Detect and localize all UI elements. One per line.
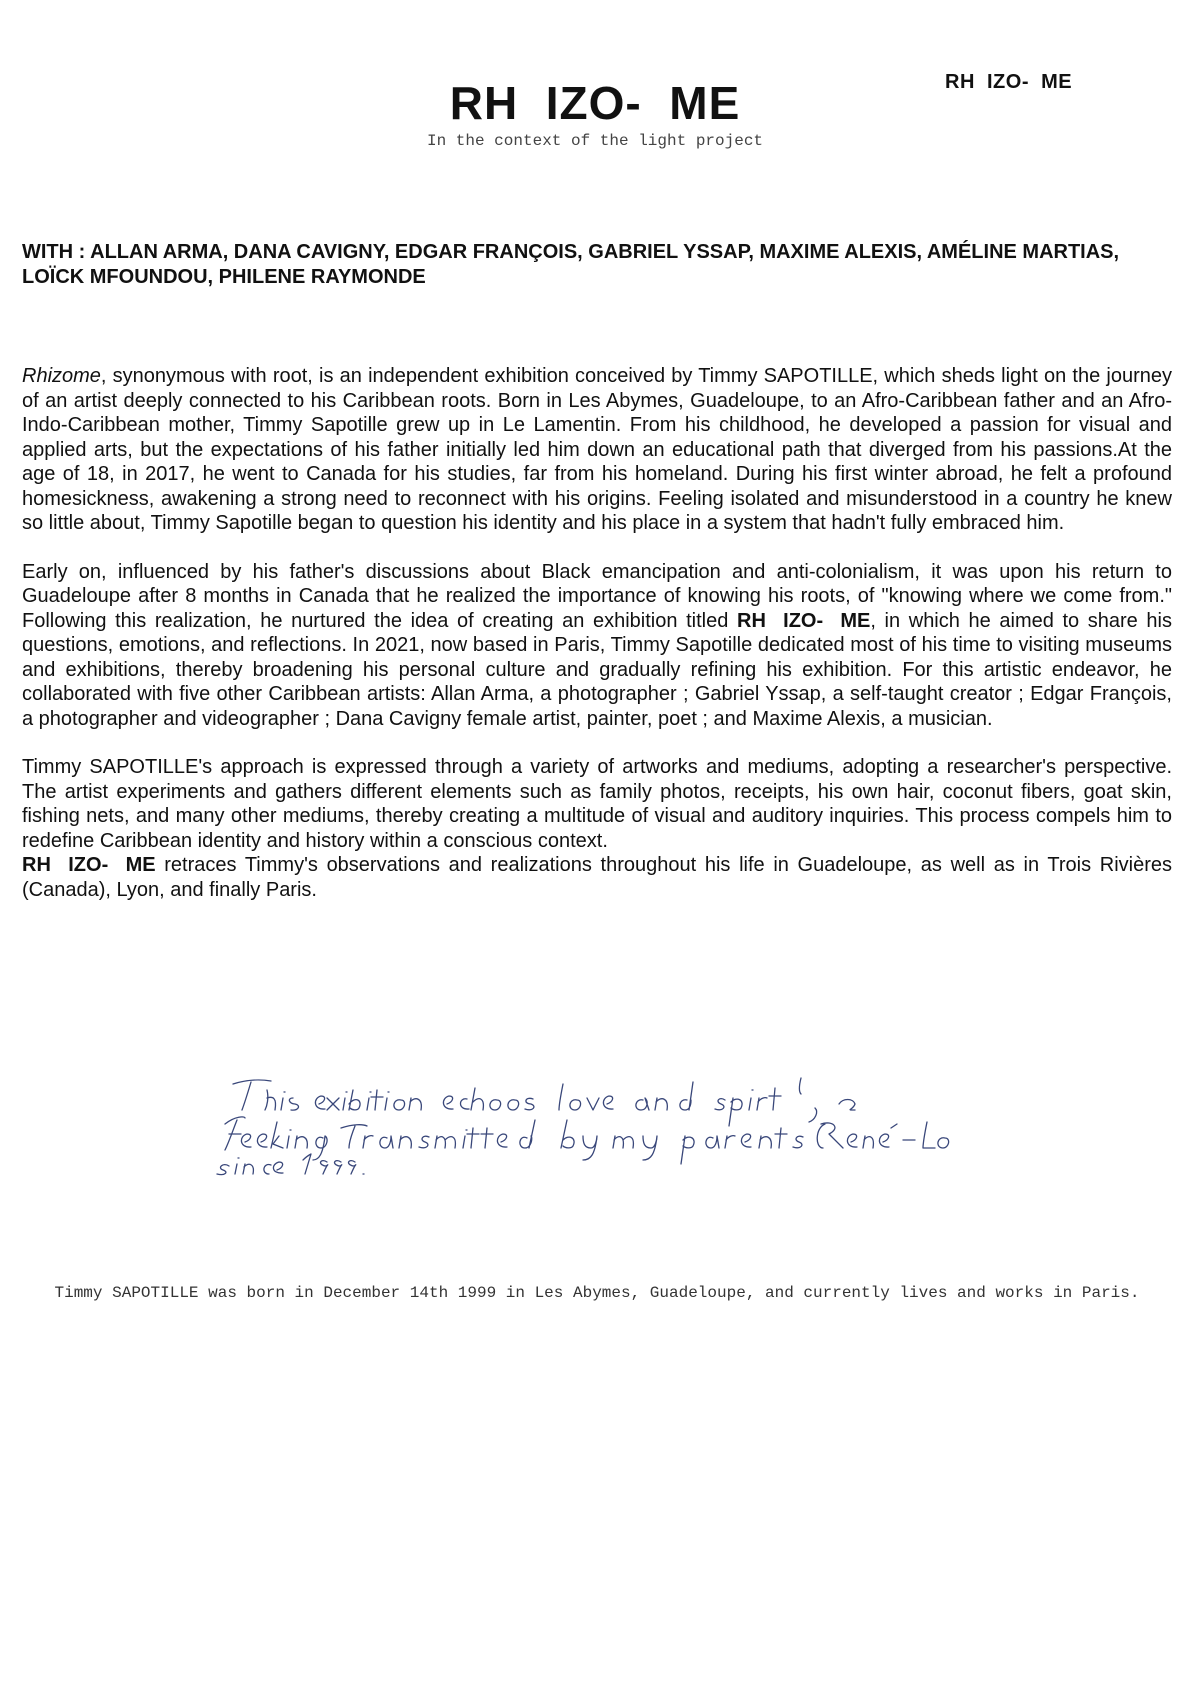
paragraph-4-text: retraces Timmy's observations and realizations throughout his life in Guadeloupe, as well as in Trois Rivières (Canada), Lyon, and finally Paris.: [22, 854, 1173, 901]
inline-title: RH IZO- ME: [22, 854, 156, 876]
handwritten-note: [215, 1068, 995, 1178]
rhizome-italic: Rhizome: [22, 365, 101, 387]
paragraph-2-text-b: , in which he aimed to share his questions, emotions, and reflections. In 2021, now based in Paris, Timmy Sapotille dedicated most of his time to visiting museums and exhibitions, thereby broadening his personal culture and gradually refining his exhibition. For this artistic endeavor, he collaborated with five other Caribbean artists: Allan Arma, a photographer ; Gabriel Yssap, a self-taught creator ; Edgar François, a photographer and videographer ; Dana Cavigny female artist, painter, poet ; and Maxime Alexis, a musician.: [22, 609, 1172, 730]
corner-title: RH IZO- ME: [945, 71, 1073, 93]
paragraph-2: [22, 560, 1172, 732]
page-title: RH IZO- ME: [449, 77, 741, 129]
paragraph-3: Timmy SAPOTILLE's approach is expressed through a variety of artworks and mediums, adopting a researcher's perspective. The artist experiments and gathers different elements such as family photos, receipts, his own hair, coconut fibers, goat skin, fishing nets, and many other mediums, thereby creating a multitude of visual and auditory inquiries. This process compels him to redefine Caribbean identity and history within a conscious context.: [22, 756, 1172, 852]
page-subtitle: In the context of the light project: [426, 132, 764, 150]
paragraph-1: [22, 364, 1172, 536]
body-text: [22, 364, 1172, 902]
paragraph-1-text: , synonymous with root, is an independent exhibition conceived by Timmy SAPOTILLE, which sheds light on the journey of an artist deeply connected to his Caribbean roots. Born in Les Abymes, Guadeloupe, to an Afro-Caribbean father and an Afro-Indo-Caribbean mother, Timmy Sapotille grew up in Le Lamentin. From his childhood, he developed a passion for visual and applied arts, but the expectations of his father initially led him down an educational path that diverged from his passions.At the age of 18, in 2017, he went to Canada for his studies, far from his homeland. During his first winter abroad, he felt a profound homesickness, awakening a strong need to reconnect with his origins. Feeling isolated and misunderstood in a country he knew so little about, Timmy Sapotille began to question his identity and his place in a system that hadn't fully embraced him.: [22, 365, 1172, 534]
artists-list: WITH : ALLAN ARMA, DANA CAVIGNY, EDGAR FRANÇOIS, GABRIEL YSSAP, MAXIME ALEXIS, AMÉLINE MARTIAS, LOÏCK MFOUNDOU, PHILENE RAYMONDE: [22, 241, 1120, 288]
artist-bio-note: Timmy SAPOTILLE was born in December 14th 1999 in Les Abymes, Guadeloupe, and currently lives and works in Paris.: [54, 1284, 1140, 1302]
paragraph-4: [22, 853, 1172, 902]
paragraph-2-text-a: Early on, influenced by his father's discussions about Black emancipation and anti-colonialism, it was upon his return to Guadeloupe after 8 months in Canada that he realized the importance of knowing his roots, of "knowing where we come from." Following this realization, he nurtured the idea of creating an exhibition titled: [22, 560, 1172, 632]
inline-title: RH IZO- ME: [737, 609, 871, 632]
